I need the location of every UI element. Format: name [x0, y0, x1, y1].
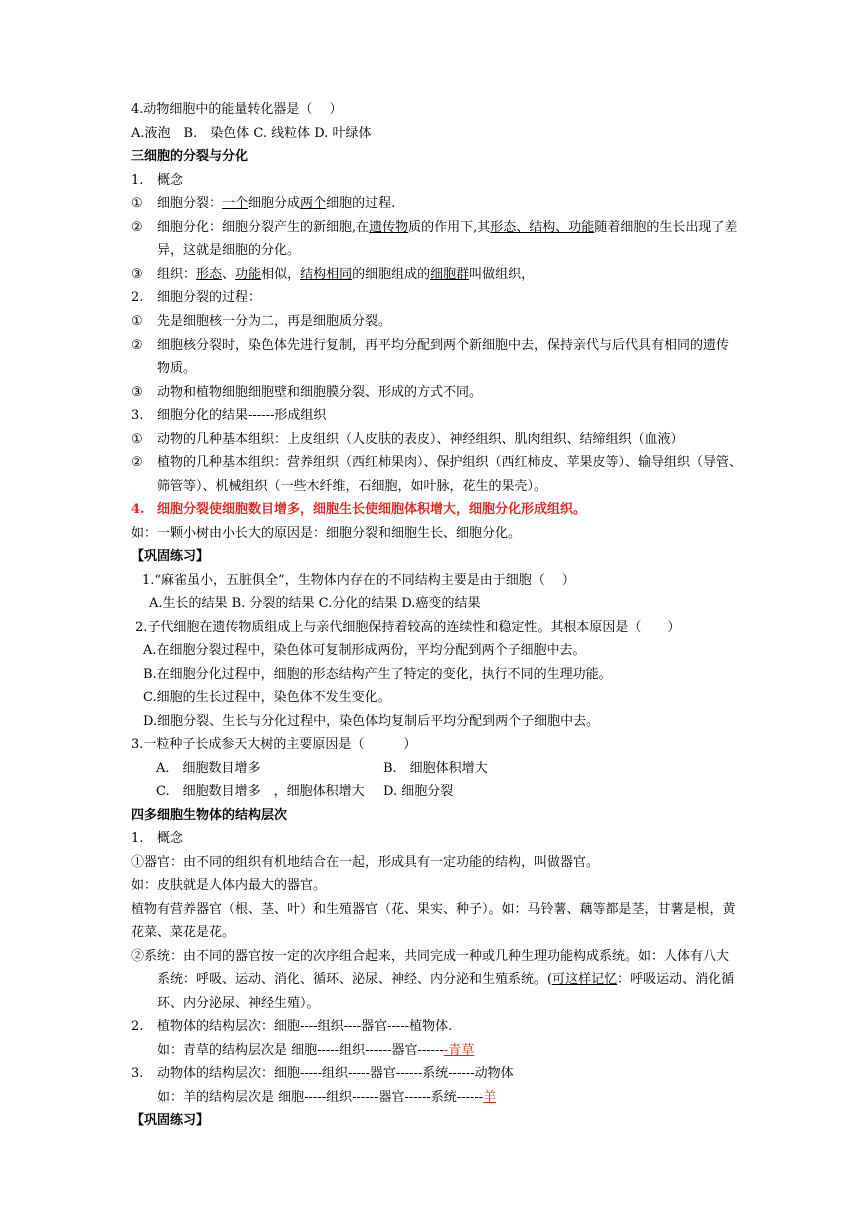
s4-point-2-example [157, 1043, 474, 1059]
def-tis-text: 相似， [261, 267, 301, 282]
def-tis-underline: 功能 [235, 267, 262, 282]
def-div-text: 细胞的过程. [326, 196, 396, 211]
s4-organ-example: 如：皮肤就是人体内最大的器官。 [131, 878, 327, 893]
s3-p4-text: 细胞分裂使细胞数目增多，细胞生长使细胞体积增大，细胞分化形成组织。 [157, 502, 587, 517]
s3-def-tissue [131, 267, 534, 283]
circle-3-marker: ③ [131, 385, 143, 400]
circle-2-marker: ② [131, 338, 143, 353]
s3-def-division [131, 196, 395, 212]
s3-proc-3 [131, 385, 482, 401]
s3-proc-1 [131, 314, 391, 330]
s4-p2-num: 2. [131, 1019, 144, 1034]
s3-p3-num: 3. [131, 408, 144, 423]
s4-point-3-example [157, 1090, 496, 1106]
s3-proc-2-cont: 物质。 [157, 361, 197, 376]
def-diff-underline-2: 形态、结构、功能 [490, 220, 595, 235]
s3-exercise-3-a: A. 细胞数目增多 [156, 761, 261, 776]
q4-options: A.液泡 B. 染色体 C. 线粒体 D. 叶绿体 [131, 126, 372, 141]
system-mnemonic-underline: 可这样记忆 [552, 972, 618, 987]
s3-point-1 [131, 173, 183, 189]
s4-point-2 [131, 1019, 452, 1035]
s3-exercise-2: 2.子代细胞在遗传物质组成上与亲代细胞保持着较高的连续性和稳定性。其根本原因是（ ） [135, 620, 681, 635]
s3-point-3 [131, 408, 326, 424]
s3-p1-title: 概念 [157, 173, 184, 188]
s4-p2-title: 植物体的结构层次：细胞----组织----器官-----植物体. [157, 1019, 453, 1034]
animal-example-text: 如：羊的结构层次是 细胞-----组织------器官------系统------ [157, 1090, 484, 1105]
def-diff-underline-1: 遗传物 [369, 220, 409, 235]
def-diff-text: 随着细胞的生长出现了差 [594, 220, 738, 235]
s3-exercise-1-options: A.生长的结果 B. 分裂的结果 C.分化的结果 D.癌变的结果 [149, 596, 481, 611]
s4-plant-organs-cont: 花菜、菜花是花。 [131, 925, 236, 940]
s3-exercise-3-b: B. 细胞体积增大 [383, 761, 488, 776]
s3-def-differentiation-cont: 异，这就是细胞的分化。 [157, 243, 301, 258]
s4-p1-num: 1. [131, 831, 144, 846]
def-diff-text: 细胞分化：细胞分裂产生的新细胞,在 [157, 220, 370, 235]
s3-p1-num: 1. [131, 173, 144, 188]
def-diff-text: 质的作用下,其 [408, 220, 491, 235]
circle-3-marker: ③ [131, 267, 143, 282]
section-4-heading: 四多细胞生物体的结构层次 [131, 808, 288, 823]
circle-1-marker: ① [131, 314, 143, 329]
result-2-text: 植物的几种基本组织：营养组织（西红柿果肉）、保护组织（西红柿皮、苹果皮等）、输导组织（导管、 [157, 455, 743, 470]
s4-organ-def: ①器官：由不同的组织有机地结合在一起，形成具有一定功能的结构，叫做器官。 [131, 855, 600, 870]
s4-p1-title: 概念 [157, 831, 184, 846]
q4-question: 4.动物细胞中的能量转化器是（ ） [131, 102, 343, 117]
def-tis-underline: 结构相同 [300, 267, 353, 282]
def-tis-text: 的细胞组成的 [352, 267, 431, 282]
def-div-text: 细胞分裂： [157, 196, 223, 211]
proc-2-text: 细胞核分裂时，染色体先进行复制，再平均分配到两个新细胞中去，保持亲代与后代具有相同的遗传 [157, 338, 730, 353]
s3-p3-title: 细胞分化的结果------形成组织 [157, 408, 327, 423]
s4-point-3 [131, 1066, 514, 1082]
s4-point-1 [131, 831, 183, 847]
s3-point-2 [131, 290, 261, 306]
animal-example-answer: 羊 [483, 1090, 497, 1105]
system-text: ：呼吸运动、消化循 [617, 972, 735, 987]
circle-1-marker: ① [131, 196, 143, 211]
s3-example: 如：一颗小树由小长大的原因是：细胞分裂和细胞生长、细胞分化。 [131, 526, 522, 541]
circle-2-marker: ② [131, 220, 143, 235]
s3-exercise-2-a: A.在细胞分裂过程中，染色体可复制形成两份，平均分配到两个子细胞中去。 [143, 643, 586, 658]
proc-3-text: 动物和植物细胞细胞壁和细胞膜分裂、形成的方式不同。 [157, 385, 483, 400]
circle-2-marker: ② [131, 455, 143, 470]
section-3-heading: 三细胞的分裂与分化 [131, 149, 249, 164]
def-div-underline-1: 一个 [222, 196, 249, 211]
s3-p2-num: 2. [131, 290, 144, 305]
result-1-text: 动物的几种基本组织：上皮组织（人皮肤的表皮）、神经组织、肌肉组织、结缔组织（血液） [157, 432, 684, 447]
s3-practice-heading: 【巩固练习】 [131, 549, 210, 564]
s3-result-1 [131, 432, 684, 448]
circle-1-marker: ① [131, 432, 143, 447]
def-tis-underline: 细胞群 [430, 267, 470, 282]
s4-system-list [157, 972, 734, 988]
def-tis-text: 叫做组织， [469, 267, 535, 282]
s3-exercise-2-d: D.细胞分裂、生长与分化过程中，染色体均复制后平均分配到两个子细胞中去。 [143, 714, 600, 729]
s4-p3-num: 3. [131, 1066, 144, 1081]
s4-system-def: ②系统：由不同的器官按一定的次序组合起来，共同完成一种或几种生理功能构成系统。如：人体有八大 [131, 949, 730, 964]
s3-exercise-2-c: C.细胞的生长过程中，染色体不发生变化。 [143, 690, 391, 705]
s3-exercise-1: 1.“麻雀虽小，五脏俱全”，生物体内存在的不同结构主要是由于细胞（ ） [142, 573, 575, 588]
s3-p4-num: 4. [131, 502, 145, 517]
def-tis-text: 、 [222, 267, 236, 282]
proc-1-text: 先是细胞核一分为二，再是细胞质分裂。 [157, 314, 392, 329]
s3-exercise-3-d: D. 细胞分裂 [383, 784, 454, 799]
def-div-text: 细胞分成 [248, 196, 301, 211]
s4-system-list-cont: 环、内分泌尿、神经生殖）。 [157, 996, 320, 1011]
def-tis-underline: 形态 [196, 267, 223, 282]
s3-exercise-2-b: B.在细胞分化过程中，细胞的形态结构产生了特定的变化，执行不同的生理功能。 [143, 667, 612, 682]
def-tis-text: 组织： [157, 267, 197, 282]
s3-p2-title: 细胞分裂的过程： [157, 290, 262, 305]
plant-example-answer: -青草 [443, 1043, 475, 1058]
s3-result-2-cont: 筛管等）、机械组织（一些木纤维，石细胞，如叶脉，花生的果壳）。 [157, 479, 548, 494]
s3-exercise-3: 3.一粒种子长成参天大树的主要原因是（ ） [131, 737, 417, 752]
system-text: 系统：呼吸、运动、消化、循环、泌尿、神经、内分泌和生殖系统。( [157, 972, 553, 987]
s4-plant-organs: 植物有营养器官（根、茎、叶）和生殖器官（花、果实、种子）。如：马铃薯、藕等都是茎，甘薯是根，黄 [131, 902, 736, 917]
s4-p3-title: 动物体的结构层次：细胞-----组织-----器官------系统------动物体 [157, 1066, 514, 1081]
s3-point-4-highlight [131, 502, 586, 518]
def-div-underline-2: 两个 [300, 196, 327, 211]
s3-result-2 [131, 455, 742, 471]
s3-proc-2 [131, 338, 729, 354]
plant-example-text: 如：青草的结构层次是 细胞-----组织------器官------ [157, 1043, 444, 1058]
s3-exercise-3-c: C. 细胞数目增多 ，细胞体积增大 [156, 784, 365, 799]
s3-def-differentiation [131, 220, 737, 236]
s4-practice-heading: 【巩固练习】 [131, 1113, 210, 1128]
